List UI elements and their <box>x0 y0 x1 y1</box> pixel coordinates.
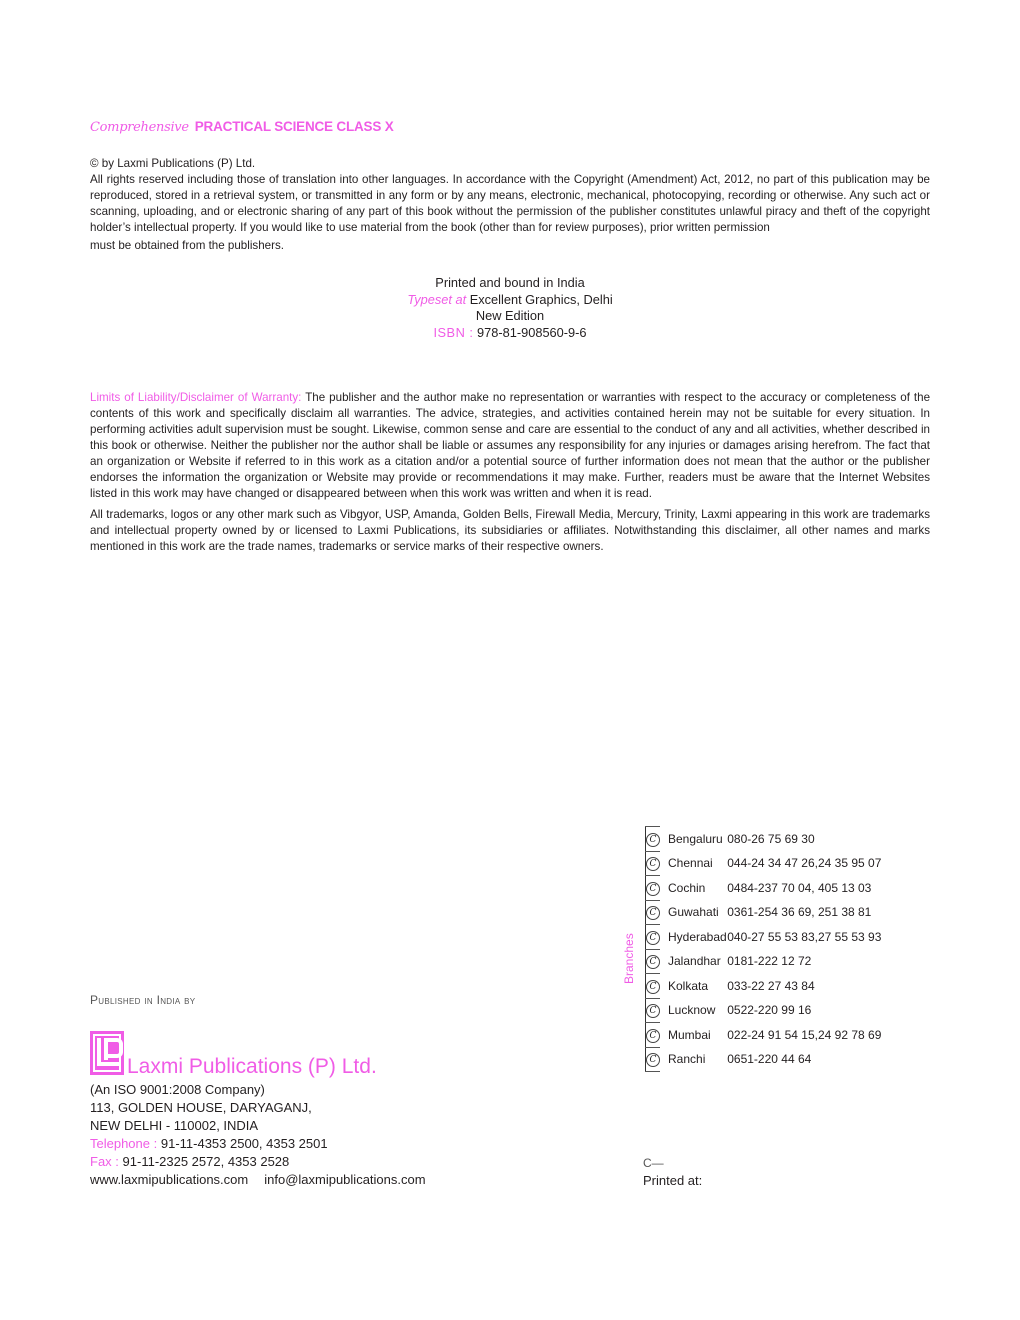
phone-icon: C <box>646 931 660 945</box>
branch-row <box>646 900 882 925</box>
branch-phone-2 <box>818 974 881 999</box>
branch-phone-1: 033-22 27 43 84 <box>727 978 815 993</box>
address-line-1: 113, GOLDEN HOUSE, DARYAGANJ, <box>90 1100 312 1115</box>
phone-icon-cell <box>646 925 661 950</box>
branch-row <box>646 1023 882 1048</box>
phone-icon: C <box>646 1029 660 1043</box>
phone-icon-cell <box>646 900 661 925</box>
branches-label: Branches <box>622 933 636 984</box>
branch-city: Guwahati <box>668 905 719 920</box>
branch-phone-2: 405 13 03 <box>817 880 872 895</box>
email-link[interactable]: info@laxmipublications.com <box>264 1172 426 1187</box>
telephone-value: 91-11-4353 2500, 4353 2501 <box>160 1136 328 1151</box>
branch-phone-1: 044-24 34 47 26, <box>727 856 818 871</box>
branch-phone-1: 080-26 75 69 30 <box>727 831 815 846</box>
web-line <box>90 1171 426 1189</box>
published-label: Published in India by <box>90 993 196 1007</box>
fax-line <box>90 1153 426 1171</box>
telephone-label: Telephone : <box>90 1136 158 1151</box>
branch-city: Chennai <box>668 856 713 871</box>
isbn-line <box>0 325 1020 342</box>
branch-phone-2 <box>818 827 881 852</box>
typeset-label: Typeset at <box>407 291 467 307</box>
printed-at <box>643 1154 702 1190</box>
phone-icon: C <box>646 882 660 896</box>
fax-label: Fax : <box>90 1154 119 1169</box>
phone-icon-cell <box>646 949 661 974</box>
branch-city: Lucknow <box>668 1003 716 1018</box>
branch-phone-2 <box>818 998 881 1023</box>
print-info <box>0 275 1020 341</box>
printed-at-label: Printed at: <box>643 1173 703 1188</box>
company-name: Laxmi Publications (P) Ltd. <box>127 1055 377 1078</box>
edition: New Edition <box>475 308 545 323</box>
branch-row <box>646 949 882 974</box>
copyright-last-line: must be obtained from the publishers. <box>90 239 284 252</box>
branch-phone-1: 0361-254 36 69, <box>727 905 815 920</box>
phone-icon: C <box>646 833 660 847</box>
branch-row <box>646 876 882 901</box>
address-line-2: NEW DELHI - 110002, INDIA <box>90 1118 259 1133</box>
branch-phone-2: 24 35 95 07 <box>817 856 882 871</box>
isbn-value: 978-81-908560-9-6 <box>476 324 587 340</box>
copyright-paragraph: All rights reserved including those of translation into other languages. In accordance with the Copyright (Amendment) Act, 2012, no part of this publication may be reproduced, stored in a retrieval system, or transmitted in any form or by any means, electronic, mechanical, photocopying, recording or otherwise. Any such act or scanning, uploading, and or electronic sharing of any part of this book without the permission of the publisher constitutes unlawful piracy and theft of the copyright holder’s intellectual property. If you would like to use material from the book (other than for review purposes), prior written permission <box>90 173 930 234</box>
printed-bound-line: Printed and bound in India <box>435 275 585 290</box>
phone-icon-cell <box>646 998 661 1023</box>
branch-phone-1: 022-24 91 54 15, <box>727 1027 818 1042</box>
phone-icon: C <box>646 857 660 871</box>
isbn-label: ISBN : <box>433 324 474 340</box>
branch-phone-2: 251 38 81 <box>817 905 872 920</box>
disclaimer-label: Limits of Liability/Disclaimer of Warranty: <box>90 391 302 404</box>
phone-icon-cell <box>646 1047 661 1072</box>
phone-icon-cell <box>646 827 661 852</box>
website-link[interactable]: www.laxmipublications.com <box>90 1172 249 1187</box>
phone-icon-cell <box>646 1023 661 1048</box>
publisher-logo-row <box>90 1031 377 1078</box>
branch-city: Mumbai <box>668 1027 711 1042</box>
script-word: Comprehensive <box>90 120 189 135</box>
branch-city: Ranchi <box>668 1052 706 1067</box>
branch-phone-1: 0651-220 44 64 <box>727 1052 812 1067</box>
branch-phone-1: 0522-220 99 16 <box>727 1003 812 1018</box>
branch-city: Kolkata <box>668 978 709 993</box>
phone-icon: C <box>646 1004 660 1018</box>
copyright-notice <box>90 156 930 254</box>
branch-phone-1: 0181-222 12 72 <box>727 954 812 969</box>
disclaimer-section <box>90 390 930 560</box>
branch-phone-2: 24 92 78 69 <box>817 1027 882 1042</box>
branch-phone-1: 040-27 55 53 83, <box>727 929 818 944</box>
phone-icon: C <box>646 1053 660 1067</box>
branch-row <box>646 925 882 950</box>
copyright-owner: © by Laxmi Publications (P) Ltd. <box>90 157 256 170</box>
publisher-address <box>90 1081 426 1189</box>
trademarks-paragraph: All trademarks, logos or any other mark such as Vibgyor, USP, Amanda, Golden Bells, Firewall Media, Mercury, Trinity, Laxmi appearing in this work are trademarks and intellectual property owned by or licensed to Laxmi Publications, its subsidiaries or affiliates. Notwithstanding this disclaimer, all other names and marks mentioned in this work are the trade names, trademarks or service marks of their respective owners. <box>90 508 930 553</box>
fax-value: 91-11-2325 2572, 4353 2528 <box>122 1154 290 1169</box>
branch-city: Bengaluru <box>668 831 723 846</box>
phone-icon: C <box>646 980 660 994</box>
branch-row <box>646 998 882 1023</box>
branch-city: Cochin <box>668 880 706 895</box>
phone-icon: C <box>646 906 660 920</box>
telephone-line <box>90 1135 426 1153</box>
branch-row <box>646 1047 882 1072</box>
disclaimer-text: The publisher and the author make no representation or warranties with respect to the accuracy or completeness of the contents of this work and specifically disclaim all warranties. The advice, strategies, and activities contained herein may not be suitable for every situation. In performing activities adult supervision must be sought. Likewise, common sense and care are essential to the conduct of any and all activities, whether described in this book or otherwise. Neither the publisher nor the author shall be liable or assumes any responsibility for any injuries or damages arising herefrom. The fact that an organization or Website if referred to in this work as a citation and/or a potential source of further information does not mean that the author or the publisher endorses the information the organization or Website may provide or recommendations it may make. Further, readers must be aware that the Internet Websites listed in this work may have changed or disappeared between when this work was written and when it is read. <box>90 391 931 500</box>
phone-icon: C <box>646 955 660 969</box>
print-code: C— <box>643 1156 664 1170</box>
branch-phone-2 <box>818 1047 881 1072</box>
disclaimer-paragraph <box>90 390 930 502</box>
book-title-line <box>90 118 394 135</box>
branch-row <box>646 827 882 852</box>
book-title: PRACTICAL SCIENCE CLASS X <box>194 119 394 134</box>
iso-line: (An ISO 9001:2008 Company) <box>90 1082 265 1097</box>
branch-phone-2 <box>818 949 881 974</box>
lp-logo-icon <box>90 1031 124 1075</box>
branch-city: Hyderabad <box>668 929 727 944</box>
branch-phone-1: 0484-237 70 04, <box>727 880 815 895</box>
phone-icon-cell <box>646 851 661 876</box>
phone-icon-cell <box>646 974 661 999</box>
branch-phone-2: 27 55 53 93 <box>817 929 882 944</box>
branch-city: Jalandhar <box>668 954 721 969</box>
typeset-line <box>0 292 1020 309</box>
branch-row <box>646 974 882 999</box>
branches-table <box>645 826 882 1072</box>
typeset-value: Excellent Graphics, Delhi <box>469 291 613 307</box>
phone-icon-cell <box>646 876 661 901</box>
branch-row <box>646 851 882 876</box>
